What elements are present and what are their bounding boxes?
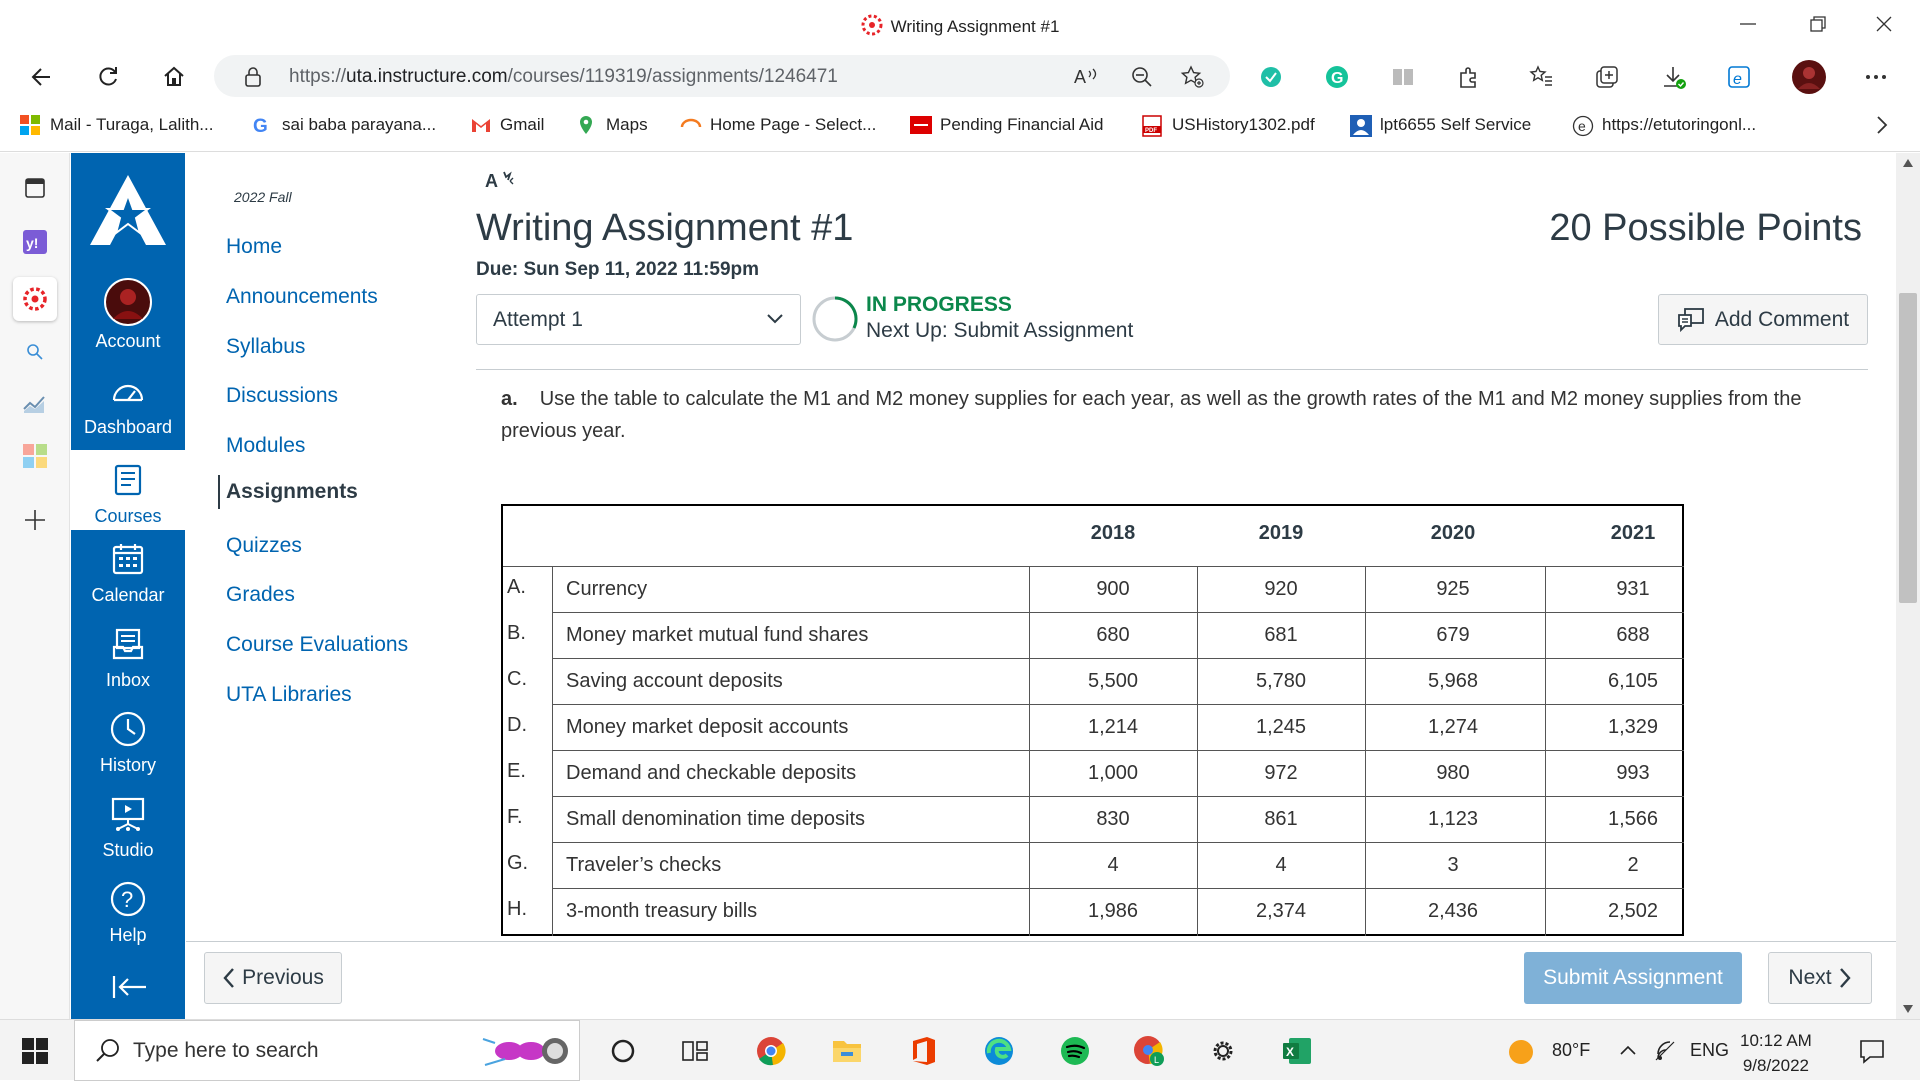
attempt-select[interactable] (476, 294, 801, 345)
maps-icon (576, 115, 596, 135)
table-cell: 972 (1264, 762, 1298, 784)
global-nav-studio[interactable]: Studio (71, 794, 185, 861)
table-grid-line (552, 704, 1684, 705)
tray-chevron-up-icon[interactable] (1620, 1044, 1636, 1056)
row-letter: E. (507, 760, 526, 782)
pdf-icon (1142, 115, 1162, 135)
course-nav-assignments[interactable]: Assignments (218, 475, 358, 509)
table-cell: 5,780 (1255, 670, 1307, 692)
bookmark-mail[interactable]: Mail - Turaga, Lalith... (20, 115, 213, 135)
downloads-icon[interactable] (1659, 63, 1687, 91)
wifi-icon[interactable] (1654, 1040, 1678, 1062)
table-cell: 1,000 (1087, 762, 1139, 784)
table-grid-line (1197, 566, 1198, 936)
svg-text:G: G (1331, 70, 1344, 87)
chrome-profile-icon[interactable] (1130, 1032, 1168, 1070)
table-cell: 1,986 (1087, 900, 1139, 922)
courses-icon (108, 460, 148, 500)
bookmark-home-page[interactable]: Home Page - Select... (680, 115, 876, 135)
course-nav-syllabus[interactable]: Syllabus (226, 335, 306, 358)
edge-sidebar (0, 153, 70, 1019)
table-grid-line (503, 566, 1684, 567)
tab-actions-icon[interactable] (18, 171, 52, 205)
table-cell: 2,502 (1607, 900, 1659, 922)
table-cell: 920 (1264, 578, 1298, 600)
row-label: Money market mutual fund shares (566, 624, 869, 646)
table-grid-line (552, 842, 1684, 843)
settings-gear-icon[interactable] (1204, 1032, 1242, 1070)
header-divider (476, 369, 1868, 370)
history-icon (108, 709, 148, 749)
read-aloud-icon[interactable] (1074, 65, 1100, 87)
more-options-icon[interactable] (1862, 63, 1890, 91)
global-navigation (71, 153, 185, 1019)
course-nav-discussions[interactable]: Discussions (226, 384, 339, 407)
status-badge: IN PROGRESS (866, 293, 1012, 316)
profile-avatar[interactable] (1791, 59, 1827, 95)
row-label: Small denomination time deposits (566, 808, 866, 830)
year-header-2021: 2021 (1610, 522, 1656, 544)
search-highlight-image (479, 1027, 573, 1075)
taskbar-search-placeholder: Type here to search (133, 1039, 319, 1062)
bookmarks-bar (0, 102, 1920, 152)
table-cell: 861 (1264, 808, 1298, 830)
svg-text:L: L (1154, 1055, 1160, 1065)
next-button[interactable]: Next (1768, 952, 1872, 1004)
gmail-icon (470, 115, 490, 135)
svg-text:?: ? (121, 887, 134, 912)
scroll-up-icon[interactable] (1903, 159, 1913, 167)
table-grid-line (552, 888, 1684, 889)
course-nav-grades[interactable]: Grades (226, 583, 295, 606)
submit-assignment-button[interactable]: Submit Assignment (1524, 952, 1742, 1004)
table-grid-line (552, 566, 553, 936)
ms-icon (20, 115, 40, 135)
help-icon (108, 879, 148, 919)
clock-time: 10:12 AM (1740, 1031, 1812, 1050)
add-sidebar-app-icon[interactable] (18, 503, 52, 537)
row-letter: F. (507, 806, 523, 828)
yahoo-icon[interactable] (18, 225, 52, 259)
table-grid-line (552, 796, 1684, 797)
row-label: Currency (566, 578, 648, 600)
table-cell: 925 (1436, 578, 1470, 600)
row-label: Demand and checkable deposits (566, 762, 857, 784)
table-cell: 2,374 (1255, 900, 1307, 922)
grammarly-icon[interactable] (1323, 63, 1351, 91)
close-window-button[interactable] (1872, 12, 1896, 36)
language-indicator[interactable]: ENG (1690, 1040, 1730, 1060)
add-comment-button[interactable]: Add Comment (1658, 294, 1868, 345)
chrome-icon[interactable] (752, 1032, 790, 1070)
row-letter: H. (507, 898, 527, 920)
money-supply-table (501, 504, 1684, 936)
global-nav-inbox[interactable]: Inbox (71, 624, 185, 691)
row-letter: G. (507, 852, 529, 874)
bookmarks-more-chevron-icon[interactable] (1872, 115, 1892, 135)
scrollbar-thumb[interactable] (1899, 293, 1917, 603)
oracle-icon (910, 115, 930, 135)
global-nav-dashboard[interactable]: Dashboard (71, 371, 185, 438)
weather-sun-icon[interactable] (1508, 1039, 1534, 1065)
table-cell: 1,566 (1607, 808, 1659, 830)
table-cell: 688 (1616, 624, 1650, 646)
row-label: Traveler’s checks (566, 854, 722, 876)
course-nav-modules[interactable]: Modules (226, 434, 306, 457)
table-cell: 830 (1096, 808, 1130, 830)
office-icon[interactable] (18, 439, 52, 473)
window-title (0, 14, 1920, 37)
clock-date: 9/8/2022 (1742, 1056, 1809, 1075)
table-cell: 1,214 (1087, 716, 1139, 738)
course-term: 2022 Fall (234, 189, 292, 205)
possible-points: 20 Possible Points (1549, 207, 1862, 249)
favorites-icon[interactable] (1527, 63, 1555, 91)
windows-start-icon[interactable] (22, 1038, 48, 1064)
due-date: Due: Sun Sep 11, 2022 11:59pm (476, 259, 760, 280)
collections-icon[interactable] (1593, 63, 1621, 91)
address-row (0, 50, 1920, 102)
scroll-down-icon[interactable] (1903, 1005, 1913, 1013)
select-icon (680, 115, 700, 135)
reading-view-icon[interactable] (1389, 63, 1417, 91)
assignment-footer (186, 941, 1896, 1019)
table-cell: 993 (1616, 762, 1650, 784)
table-grid-line (552, 658, 1684, 659)
url-text[interactable]: https://uta.instructure.com/courses/119319/assignments/1246471 (289, 66, 838, 87)
svg-text:A: A (1074, 67, 1087, 87)
taskbar-search-box[interactable] (74, 1020, 580, 1081)
spotify-icon[interactable] (1056, 1032, 1094, 1070)
course-nav-quizzes[interactable]: Quizzes (226, 534, 302, 557)
row-label: Money market deposit accounts (566, 716, 849, 738)
year-header-2019: 2019 (1258, 522, 1304, 544)
row-letter: B. (507, 622, 526, 644)
table-cell: 2,436 (1427, 900, 1479, 922)
table-cell: 6,105 (1607, 670, 1659, 692)
svg-text:G: G (253, 116, 268, 135)
add-favorite-icon[interactable] (1179, 64, 1205, 90)
next-up-text: Next Up: Submit Assignment (866, 319, 1134, 342)
window-title-text: Writing Assignment #1 (890, 17, 1060, 36)
table-cell: 4 (1275, 854, 1287, 876)
ie-mode-icon[interactable] (1725, 63, 1753, 91)
bookmark-financial-aid[interactable]: Pending Financial Aid (910, 115, 1104, 135)
table-cell: 1,123 (1427, 808, 1479, 830)
back-icon[interactable] (28, 63, 56, 91)
bookmark-etutoring[interactable]: e https://etutoringonl... (1572, 115, 1756, 135)
page-scrollbar[interactable] (1896, 153, 1920, 1019)
row-letter: C. (507, 668, 527, 690)
e-icon (1572, 115, 1592, 135)
canvas-app-icon[interactable] (13, 277, 57, 321)
accessibility-checker-icon[interactable] (485, 169, 517, 191)
taskbar-search-icon (95, 1038, 121, 1064)
global-nav-courses[interactable]: Courses (71, 450, 185, 530)
course-nav-course-evaluations[interactable]: Course Evaluations (226, 633, 409, 656)
table-cell: 1,274 (1427, 716, 1479, 738)
table-cell: 5,968 (1427, 670, 1479, 692)
address-bar[interactable] (214, 55, 1230, 97)
table-cell: 3 (1447, 854, 1459, 876)
row-letter: A. (507, 576, 526, 598)
global-nav-history[interactable]: History (71, 709, 185, 776)
year-header-2018: 2018 (1090, 522, 1136, 544)
page-title: Writing Assignment #1 (476, 207, 854, 249)
table-cell: 680 (1096, 624, 1130, 646)
course-nav-home[interactable]: Home (226, 235, 283, 258)
minimize-button[interactable] (1736, 12, 1760, 36)
bookmark-gmail[interactable]: Gmail (470, 115, 544, 135)
windows-taskbar (0, 1019, 1920, 1080)
sidebar-search-icon[interactable] (18, 335, 52, 369)
svg-text:PDF: PDF (1145, 128, 1157, 134)
cortana-icon[interactable] (604, 1032, 642, 1070)
chevron-left-icon (222, 967, 236, 989)
dashboard-icon (108, 371, 148, 411)
global-nav-help[interactable]: ? Help (71, 879, 185, 946)
table-grid-line (552, 612, 1684, 613)
question-letter: a. (501, 388, 518, 410)
table-cell: 679 (1436, 624, 1470, 646)
table-cell: 4 (1107, 854, 1119, 876)
svg-text:A: A (485, 171, 498, 191)
uta-logo-icon[interactable] (88, 173, 168, 247)
global-nav-account[interactable]: Account (71, 277, 185, 352)
table-cell: 900 (1096, 578, 1130, 600)
bookmark-ushistory-pdf[interactable]: PDF USHistory1302.pdf (1142, 115, 1315, 135)
bookmark-maps[interactable]: Maps (576, 115, 648, 135)
progress-circle-icon (810, 294, 860, 344)
restore-button[interactable] (1806, 12, 1830, 36)
row-letter: D. (507, 714, 527, 736)
course-navigation (186, 153, 476, 1019)
stocks-icon[interactable] (18, 385, 52, 419)
temperature-text[interactable]: 80°F (1552, 1040, 1591, 1060)
table-grid-line (1365, 566, 1366, 936)
course-nav-announcements[interactable]: Announcements (226, 285, 378, 308)
task-view-icon[interactable] (676, 1032, 714, 1070)
table-cell: 5,500 (1087, 670, 1139, 692)
table-cell: 681 (1264, 624, 1298, 646)
extension-check-icon[interactable] (1257, 63, 1285, 91)
table-cell: 980 (1436, 762, 1470, 784)
table-grid-line (552, 750, 1684, 751)
question-text (501, 383, 1871, 447)
office-app-icon[interactable] (904, 1032, 942, 1070)
inbox-icon (108, 624, 148, 664)
home-icon[interactable] (160, 63, 188, 91)
extensions-icon[interactable] (1455, 63, 1483, 91)
studio-icon (108, 794, 148, 834)
file-explorer-icon[interactable] (828, 1032, 866, 1070)
browser-title-bar (0, 0, 1920, 50)
canvas-logo-icon (861, 14, 883, 36)
svg-text:e: e (1733, 71, 1742, 88)
table-cell: 1,245 (1255, 716, 1307, 738)
table-cell: 2 (1627, 854, 1639, 876)
bookmark-sai-baba[interactable]: G sai baba parayana... (253, 115, 437, 135)
row-label: 3-month treasury bills (566, 900, 758, 922)
collapse-nav-icon[interactable] (111, 973, 147, 1001)
person-icon (1350, 115, 1370, 135)
table-grid-line (1029, 566, 1030, 936)
comment-icon (1677, 307, 1705, 333)
table-cell: 1,329 (1607, 716, 1659, 738)
calendar-icon (108, 539, 148, 579)
account-avatar (103, 277, 153, 327)
table-grid-line (1545, 566, 1546, 936)
zoom-icon[interactable] (1130, 65, 1154, 89)
course-nav-uta-libraries[interactable]: UTA Libraries (226, 683, 352, 706)
chevron-down-icon (766, 313, 784, 325)
bookmark-self-service[interactable]: lpt6655 Self Service (1350, 115, 1531, 135)
google-icon (252, 115, 272, 135)
edge-icon[interactable] (980, 1032, 1018, 1070)
chevron-right-icon (1838, 967, 1852, 989)
lock-icon[interactable] (244, 67, 262, 87)
attempt-selected-value: Attempt 1 (493, 308, 583, 331)
global-nav-calendar[interactable]: Calendar (71, 539, 185, 606)
year-header-2020: 2020 (1430, 522, 1476, 544)
reload-icon[interactable] (94, 63, 122, 91)
notifications-icon[interactable] (1858, 1037, 1886, 1065)
excel-icon[interactable] (1278, 1032, 1316, 1070)
previous-button[interactable]: Previous (204, 952, 342, 1004)
svg-text:e: e (1578, 118, 1586, 134)
row-label: Saving account deposits (566, 670, 783, 692)
svg-text:X: X (1286, 1045, 1295, 1059)
table-cell: 931 (1616, 578, 1650, 600)
question-body: Use the table to calculate the M1 and M2 money supplies for each year, as well as the growth rates of the M1 and M2 money supplies from the previous year. (501, 388, 1802, 442)
system-clock[interactable] (1740, 1028, 1812, 1078)
svg-text:y!: y! (26, 235, 39, 251)
